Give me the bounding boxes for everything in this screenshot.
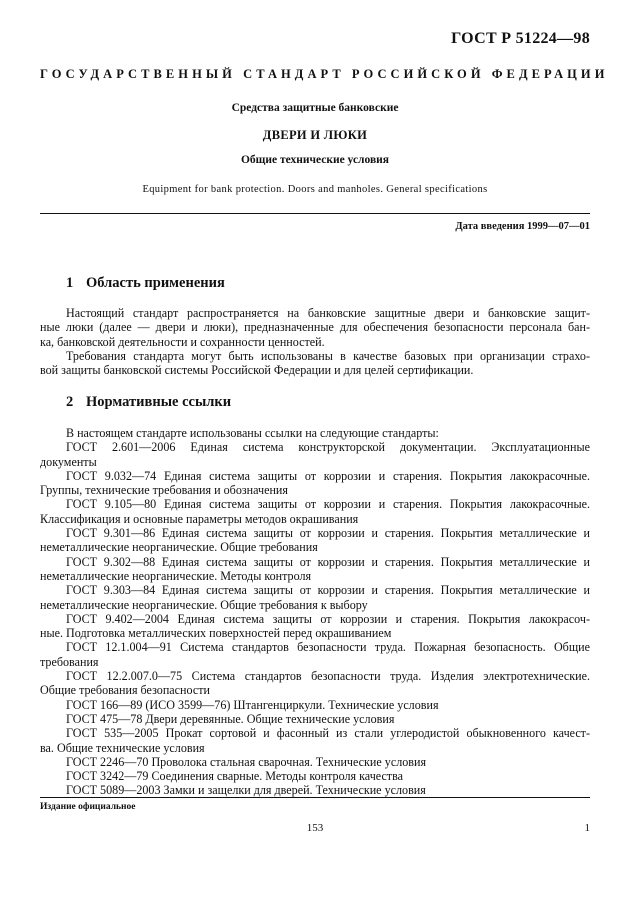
section-title: Нормативные ссылки: [86, 394, 232, 410]
subtitle: Общие технические условия: [240, 154, 390, 166]
reference-line: неметаллические неорганические. Общие требования: [40, 540, 318, 555]
reference-line: ГОСТ 3242—79 Соединения сварные. Методы контроля качества: [66, 769, 404, 784]
reference-line: ные. Подготовка металлических поверхностей перед окрашиванием: [40, 626, 392, 641]
section-number: 2: [66, 394, 74, 410]
reference-line: ГОСТ 9.032—74 Единая система защиты от коррозии и старения. Покрытия лакокрасочные.: [66, 468, 590, 483]
reference-line: неметаллические неорганические. Общие требования к выбору: [40, 597, 368, 612]
text-line: ные люки (далее — двери и люки), предназначенные для обеспечения безопасности персонала бан-: [40, 320, 590, 335]
english-title: Equipment for bank protection. Doors and manholes. General specifications: [142, 184, 488, 195]
reference-line: ГОСТ 535—2005 Прокат сортовой и фасонный из стали углеродистой обыкновенного качест-: [66, 726, 590, 741]
standard-title: ГОСУДАРСТВЕННЫЙ СТАНДАРТ РОССИЙСКОЙ ФЕДЕРАЦИИ: [40, 67, 609, 81]
sheet-number: 1: [584, 822, 590, 834]
text-line: Требования стандарта могут быть использованы в качестве базовых при организации страхо-: [66, 348, 590, 363]
reference-line: Классификация и основные параметры методов окрашивания: [40, 511, 359, 526]
reference-line: ГОСТ 2246—70 Проволока стальная сварочная. Технические условия: [66, 754, 427, 769]
section-body-scope: [40, 306, 590, 378]
section-title: Область применения: [86, 275, 225, 291]
text-line: Настоящий стандарт распространяется на банковские защитные двери и банковские защит-: [66, 306, 590, 320]
reference-line: неметаллические неорганические. Методы контроля: [40, 568, 312, 583]
introduction-date: Дата введения 1999—07—01: [455, 221, 590, 232]
reference-line: ГОСТ 9.301—86 Единая система защиты от коррозии и старения. Покрытия металлические и: [66, 526, 590, 541]
section-body-references: [40, 426, 590, 798]
reference-line: ГОСТ 9.402—2004 Единая система защиты от коррозии и старения. Покрытия лакокрасоч-: [66, 611, 590, 626]
section-heading-scope: [66, 275, 225, 292]
reference-line: ГОСТ 12.2.007.0—75 Система стандартов безопасности труда. Изделия электротехнические.: [66, 669, 590, 684]
document-code: ГОСТ Р 51224—98: [451, 30, 590, 47]
reference-line: требования: [40, 654, 99, 669]
document-subject: Средства защитные банковские: [231, 102, 399, 114]
footer-divider: [40, 797, 590, 798]
reference-line: ГОСТ 12.1.004—91 Система стандартов безопасности труда. Пожарная безопасность. Общие: [66, 640, 590, 655]
reference-line: ГОСТ 9.302—88 Единая система защиты от коррозии и старения. Покрытия металлические и: [66, 554, 590, 569]
reference-line: документы: [40, 454, 97, 469]
reference-line: Группы, технические требования и обозначения: [40, 483, 288, 498]
reference-line: ГОСТ 9.303—84 Единая система защиты от коррозии и старения. Покрытия металлические и: [66, 583, 590, 598]
section-number: 1: [66, 275, 74, 291]
reference-line: ГОСТ 475—78 Двери деревянные. Общие технические условия: [66, 711, 395, 726]
reference-line: ва. Общие технические условия: [40, 740, 205, 755]
text-line: ка, банковской деятельности и сохранности ценностей.: [40, 334, 325, 349]
edition-label: Издание официальное: [40, 802, 136, 812]
header-divider: [40, 213, 590, 214]
text-line: В настоящем стандарте использованы ссылки на следующие стандарты:: [66, 426, 439, 440]
reference-line: Общие требования безопасности: [40, 683, 210, 698]
section-heading-references: [66, 394, 231, 411]
main-title: ДВЕРИ И ЛЮКИ: [262, 128, 368, 142]
text-line: вой защиты банковской системы Российской Федерации и для целей сертификации.: [40, 363, 474, 378]
reference-line: ГОСТ 9.105—80 Единая система защиты от коррозии и старения. Покрытия лакокрасочные.: [66, 497, 590, 512]
reference-line: ГОСТ 166—89 (ИСО 3599—76) Штангенциркули. Технические условия: [66, 697, 439, 712]
page-number: 153: [306, 822, 324, 834]
reference-line: ГОСТ 2.601—2006 Единая система конструкторской документации. Эксплуатационные: [66, 440, 590, 455]
reference-line: ГОСТ 5089—2003 Замки и защелки для дверей. Технические условия: [66, 783, 426, 798]
